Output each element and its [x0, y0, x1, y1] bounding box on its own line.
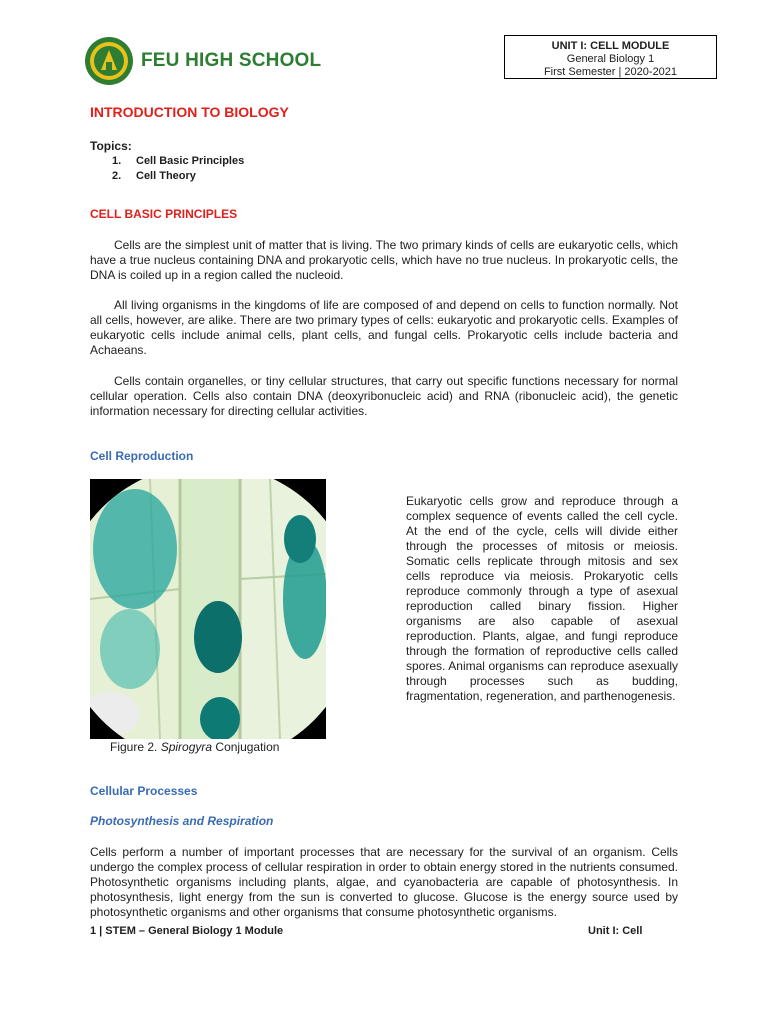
module-unit-title: UNIT I: CELL MODULE: [551, 40, 670, 52]
spirogyra-micrograph: [90, 479, 326, 739]
footer-module-label: 1 | STEM – General Biology 1 Module: [90, 925, 284, 937]
topic-item: [112, 154, 244, 169]
school-logo: [84, 36, 134, 86]
caption-suffix: Conjugation: [212, 740, 280, 754]
module-info-box: [504, 35, 717, 79]
topic-text: Cell Basic Principles: [136, 155, 245, 167]
section-title-cell-basic-principles: CELL BASIC PRINCIPLES: [90, 207, 238, 221]
caption-prefix: Figure 2.: [110, 740, 161, 754]
module-semester: First Semester | 2020-2021: [543, 66, 678, 78]
school-name: FEU HIGH SCHOOL: [141, 50, 322, 71]
footer-unit-label: Unit I: Cell: [588, 925, 643, 937]
paragraph-text: All living organisms in the kingdoms of life are composed of and depend on cells to function normally. Not all cells, however, are alike. There are two primary types of cells: eukaryotic and prokaryotic cells. Examples of eukaryotic cells include animal cells, plant cells, and fungal cells. Prokaryotic cells include bacteria and Achaeans.: [90, 298, 678, 357]
topic-text: Cell Theory: [136, 170, 196, 182]
subsection-title-photosynthesis: Photosynthesis and Respiration: [90, 814, 274, 828]
paragraph: [90, 238, 678, 283]
paragraph: [90, 374, 678, 419]
paragraph-text: Cells perform a number of important processes that are necessary for the survival of an organism. Cells undergo the complex process of cellular respiration in order to obtain energy stored in the nutrients consumed. Photosynthetic organisms including plants, algae, and cyanobacteria are capable of photosynthesis. In photosynthesis, light energy from the sun is converted to glucose. Glucose is the energy source used by photosynthetic organisms and other organisms that consume photosynthetic organisms.: [90, 845, 678, 919]
cell-reproduction-text: Eukaryotic cells grow and reproduce through a complex sequence of events called the cell cycle. At the end of the cycle, cells will divide either through the processes of mitosis or meiosis. Somatic cells replicate through mitosis and sex cells reproduce via meiosis. Prokaryotic cells reproduce commonly through a type of asexual reproduction called binary fission. Higher organisms are also capable of asexual reproduction. Plants, algae, and fungi reproduce through the formation of reproductive cells called spores. Animal organisms can reproduce asexually through processes such as budding, fragmentation, regeneration, and parthenogenesis.: [406, 494, 678, 703]
topics-label: Topics:: [90, 139, 132, 153]
figure-caption: [110, 740, 279, 754]
topics-list: [112, 154, 244, 184]
paragraph: [90, 845, 678, 920]
paragraph-text: Cells are the simplest unit of matter that is living. The two primary kinds of cells are eukaryotic cells, which have a true nucleus containing DNA and prokaryotic cells, which have no true nucleus. In prokaryotic cells, the DNA is coiled up in a region called the nucleoid.: [90, 238, 678, 282]
page-title: INTRODUCTION TO BIOLOGY: [90, 104, 289, 120]
section-title-cellular-processes: Cellular Processes: [90, 784, 198, 798]
section-title-cell-reproduction: Cell Reproduction: [90, 449, 194, 463]
module-subject: General Biology 1: [566, 53, 655, 65]
topic-item: [112, 169, 244, 184]
caption-species: Spirogyra: [160, 740, 213, 754]
paragraph: [90, 298, 678, 358]
topic-number: 2.: [112, 170, 122, 182]
paragraph-text: Cells contain organelles, or tiny cellular structures, that carry out specific functions necessary for normal cellular operation. Cells also contain DNA (deoxyribonucleic acid) and RNA (ribonucleic acid), the genetic information necessary for directing cellular activities.: [90, 374, 678, 418]
topic-number: 1.: [112, 155, 122, 167]
